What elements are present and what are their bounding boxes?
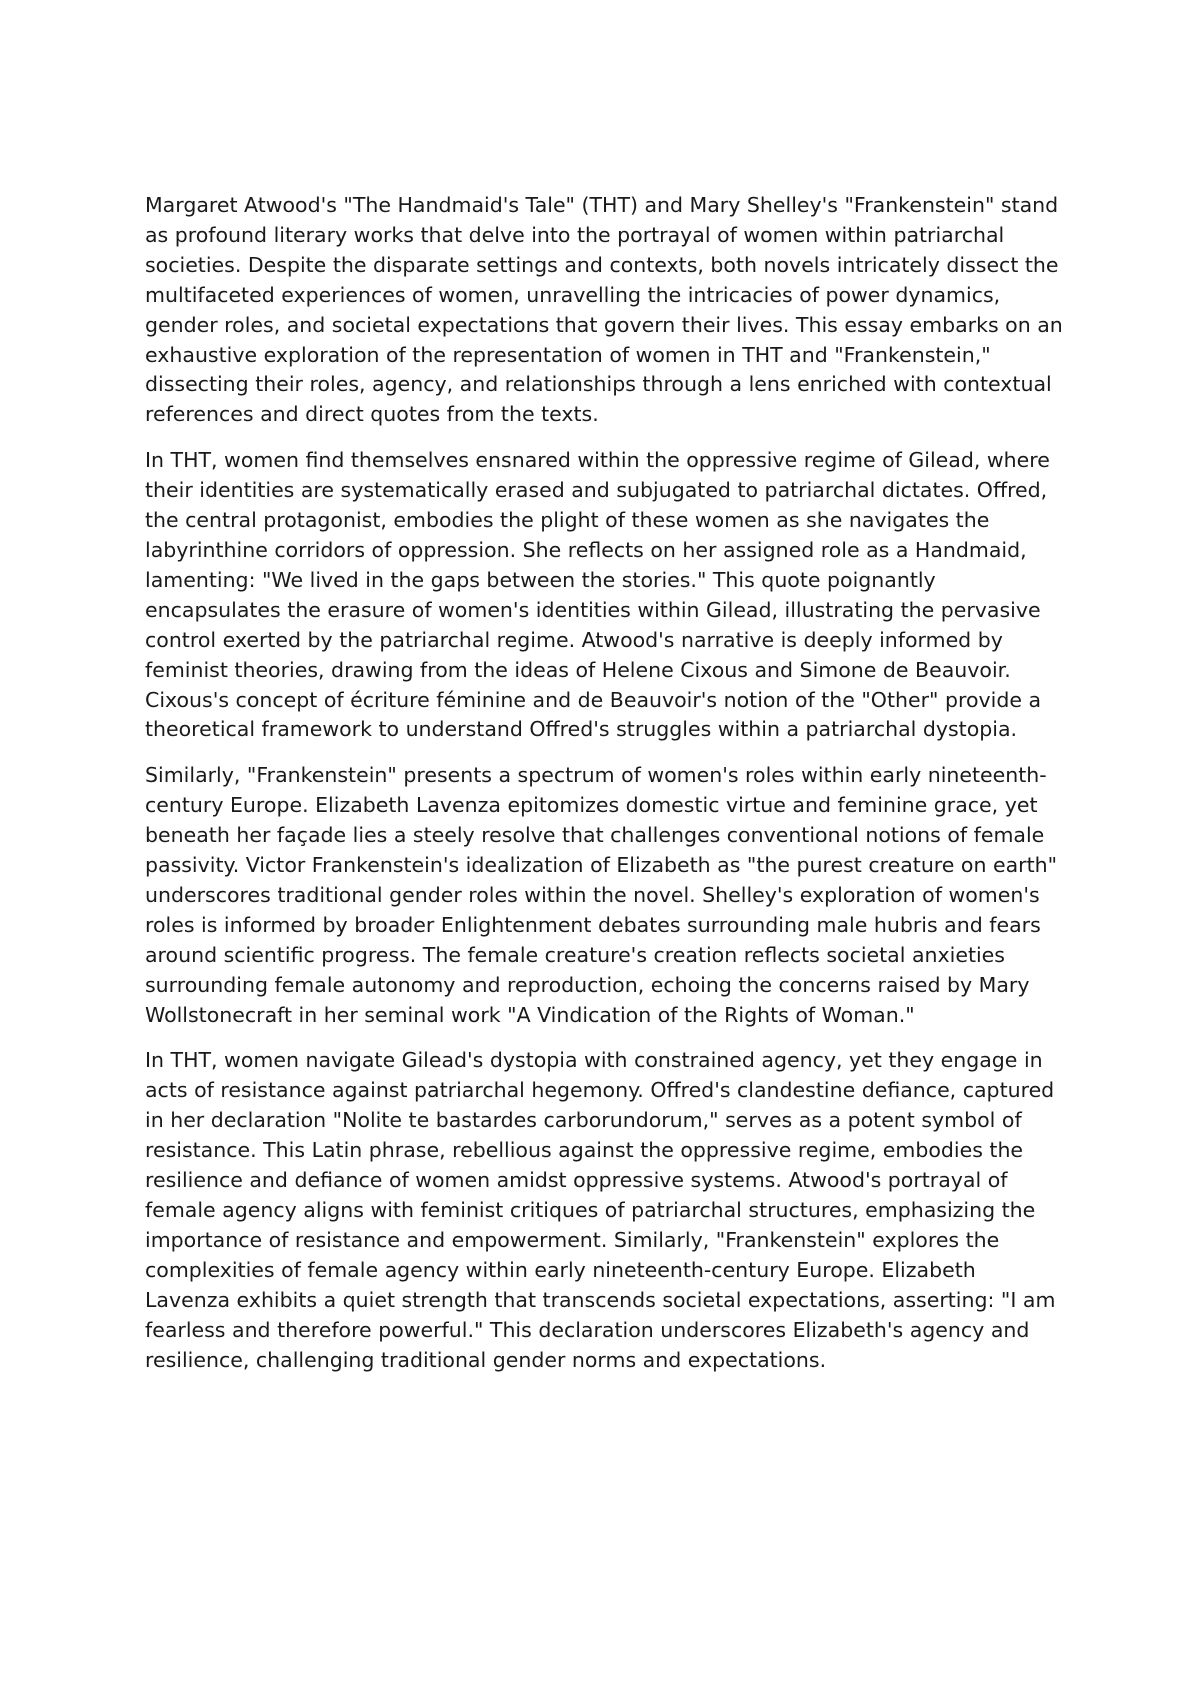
paragraph-3: Similarly, "Frankenstein" presents a spectrum of women's roles within early nineteenth-century Europe. Elizabeth Lavenza epitomizes domestic virtue and feminine grace, yet beneath her façade lies a steely resolve that challenges conventional notions of female passivity. Victor Frankenstein's idealization of Elizabeth as "the purest creature on earth" underscores traditional gender roles within the novel. Shelley's exploration of women's roles is informed by broader Enlightenment debates surrounding male hubris and fears around scientific progress. The female creature's creation reflects societal anxieties surrounding female autonomy and reproduction, echoing the concerns raised by Mary Wollstonecraft in her seminal work "A Vindication of the Rights of Woman." bbox=[145, 763, 1058, 1027]
document-body bbox=[145, 191, 1065, 1391]
paragraph-4: In THT, women navigate Gilead's dystopia with constrained agency, yet they engage in acts of resistance against patriarchal hegemony. Offred's clandestine defiance, captured in her declaration "Nolite te bastardes carborundorum," serves as a potent symbol of resistance. This Latin phrase, rebellious against the oppressive regime, embodies the resilience and defiance of women amidst oppressive systems. Atwood's portrayal of female agency aligns with feminist critiques of patriarchal structures, emphasizing the importance of resistance and empowerment. Similarly, "Frankenstein" explores the complexities of female agency within early nineteenth-century Europe. Elizabeth Lavenza exhibits a quiet strength that transcends societal expectations, asserting: "I am fearless and therefore powerful." This declaration underscores Elizabeth's agency and resilience, challenging traditional gender norms and expectations. bbox=[145, 1048, 1056, 1372]
paragraph-1: Margaret Atwood's "The Handmaid's Tale" (THT) and Mary Shelley's "Frankenstein" stand as profound literary works that delve into the portrayal of women within patriarchal societies. Despite the disparate settings and contexts, both novels intricately dissect the multifaceted experiences of women, unravelling the intricacies of power dynamics, gender roles, and societal expectations that govern their lives. This essay embarks on an exhaustive exploration of the representation of women in THT and "Frankenstein," dissecting their roles, agency, and relationships through a lens enriched with contextual references and direct quotes from the texts. bbox=[145, 193, 1063, 427]
paragraph-2: In THT, women find themselves ensnared within the oppressive regime of Gilead, where their identities are systematically erased and subjugated to patriarchal dictates. Offred, the central protagonist, embodies the plight of these women as she navigates the labyrinthine corridors of oppression. She reflects on her assigned role as a Handmaid, lamenting: "We lived in the gaps between the stories." This quote poignantly encapsulates the erasure of women's identities within Gilead, illustrating the pervasive control exerted by the patriarchal regime. Atwood's narrative is deeply informed by feminist theories, drawing from the ideas of Helene Cixous and Simone de Beauvoir. Cixous's concept of écriture féminine and de Beauvoir's notion of the "Other" provide a theoretical framework to understand Offred's struggles within a patriarchal dystopia. bbox=[145, 448, 1050, 742]
